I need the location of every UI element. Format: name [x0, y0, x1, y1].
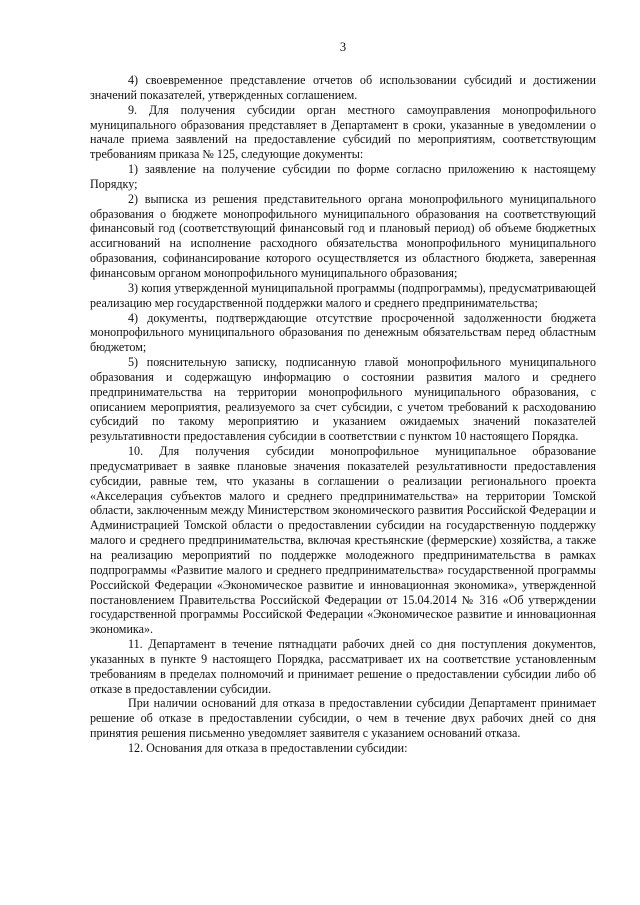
paragraph-10-indicators: 10. Для получения субсидии монопрофильное муниципальное образование предусматривает в заявке плановые значения показателей результативности предоставления субсидии, равные тем, что указаны в соглашении о реализации регионального проекта «Акселерация субъектов малого и среднего предпринимательства» на территории Томской области, заключенным между Министерством экономического развития Российской Федерации и Администрацией Томской области о предоставлении субсидии на государственную поддержку малого и среднего предпринимательства, включая крестьянские (фермерские) хозяйства, а также на реализацию мероприятий по поддержке молодежного предпринимательства в рамках подпрограммы «Развитие малого и среднего предпринимательства» государственной программы Российской Федерации «Экономическое развитие и инновационная экономика», утвержденной постановлением Правительства Российской Федерации от 15.04.2014 № 316 «Об утверждении государственной программы Российской Федерации «Экономическое развитие и инновационная экономика».	[90, 444, 596, 637]
paragraph-9-documents: 9. Для получения субсидии орган местного самоуправления монопрофильного муниципального образования представляет в Департамент в сроки, указанные в уведомлении о начале приема заявлений на предоставление субсидий по мероприятиям, соответствующим требованиям приказа № 125, следующие документы:	[90, 102, 596, 162]
paragraph-11-review: 11. Департамент в течение пятнадцати рабочих дней со дня поступления документов, указанных в пункте 9 настоящего Порядка, рассматривает их на соответствие установленным требованиям в пределах полномочий и принимает решение о предоставлении субсидии либо об отказе в предоставлении субсидии.	[90, 637, 596, 696]
paragraph-12-refusal-grounds: 12. Основания для отказа в предоставлении субсидии:	[128, 740, 408, 755]
page-number: 3	[339, 40, 347, 54]
paragraph-item-4-reports: 4) своевременное представление отчетов об использовании субсидий и достижении значений показателей, утвержденных соглашением.	[90, 73, 596, 102]
paragraph-item-3-program-copy: 3) копия утвержденной муниципальной программы (подпрограммы), предусматривающей реализацию мер государственной поддержки малого и среднего предпринимательства;	[90, 280, 596, 310]
paragraph-item-2-budget-extract: 2) выписка из решения представительного органа монопрофильного муниципального образования о бюджете монопрофильного муниципального образования на соответствующий финансовый год (соответствующий финансовый год и плановый период) об объеме бюджетных ассигнований на исполнение расходного обязательства монопрофильного муниципального образования, софинансирование которого осуществляется из областного бюджета, заверенная финансовым органом монопрофильного муниципального образования;	[90, 191, 596, 280]
document-page	[90, 40, 596, 756]
paragraph-refusal-notice: При наличии оснований для отказа в предоставлении субсидии Департамент принимает решение об отказе в предоставлении субсидии, о чем в течение двух рабочих дней со дня принятия решения письменно уведомляет заявителя с указанием оснований отказа.	[90, 696, 596, 741]
paragraph-item-5-explanatory-note: 5) пояснительную записку, подписанную главой монопрофильного муниципального образования и содержащую информацию о состоянии развития малого и среднего предпринимательства на территории монопрофильного муниципального образования, с описанием мероприятия, реализуемого за счет субсидии, с учетом требований к расходованию субсидий по такому мероприятию и указанием ожидаемых значений показателей результативности предоставления субсидии в соответствии с пунктом 10 настоящего Порядка.	[90, 355, 596, 444]
paragraph-item-1-application: 1) заявление на получение субсидии по форме согласно приложению к настоящему Порядку;	[90, 162, 596, 191]
paragraph-item-4-debt-confirmation: 4) документы, подтверждающие отсутствие просроченной задолженности бюджета монопрофильного муниципального образования по денежным обязательствам перед областным бюджетом;	[90, 310, 596, 355]
